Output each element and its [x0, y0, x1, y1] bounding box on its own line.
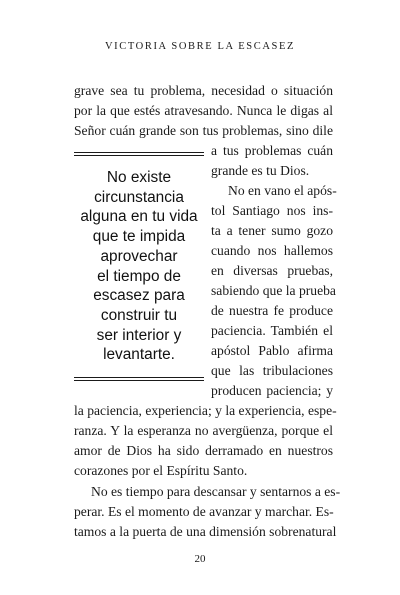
pull-quote-line: escasez para	[93, 287, 185, 305]
body-line: grave sea tu problema, necesidad o situación	[74, 83, 333, 98]
body-line: grande es tu Dios.	[211, 163, 310, 178]
body-line: tol Santiago nos ins-	[211, 203, 333, 218]
page-number: 20	[194, 553, 206, 565]
body-line: sabiendo que la prueba	[211, 283, 336, 298]
body-line: que las tribulaciones	[211, 363, 333, 378]
body-line: perar. Es el momento de avanzar y marchar. Es-	[74, 504, 334, 519]
body-line: tamos a la puerta de una dimensión sobrenatural	[74, 524, 337, 539]
pull-quote-line: construir tu	[100, 306, 178, 324]
body-line: ta a tener sumo gozo	[211, 223, 333, 238]
pull-quote-line: aprovechar	[100, 247, 178, 265]
pull-quote	[74, 168, 204, 365]
pull-quote-line: levantarte.	[103, 346, 175, 364]
pull-quote-bottom-rule	[74, 377, 204, 381]
body-line: en diversas pruebas,	[211, 263, 333, 278]
body-line: No en vano el após-	[228, 183, 337, 198]
body-line: por la que estés atravesando. Nunca le digas al	[74, 103, 333, 118]
body-line: ranza. Y la esperanza no avergüenza, porque el	[74, 423, 333, 438]
body-line: amor de Dios ha sido derramado en nuestros	[74, 443, 333, 458]
pull-quote-line: que te impida	[92, 228, 186, 246]
body-line: Señor cuán grande son tus problemas, sino dile	[74, 123, 333, 138]
body-line: cuando nos hallemos	[211, 243, 333, 258]
pull-quote-line: No existe	[106, 169, 172, 186]
body-line: de nuestra fe produce	[211, 303, 333, 318]
body-line: No es tiempo para descansar y sentarnos a es-	[91, 484, 341, 499]
body-line: producen paciencia; y	[211, 383, 333, 398]
pull-quote-line: el tiempo de	[97, 267, 181, 285]
body-line: apóstol Pablo afirma	[211, 343, 333, 358]
body-line: a tus problemas cuán	[211, 143, 333, 158]
pull-quote-line: alguna en tu vida	[80, 208, 198, 226]
pull-quote-top-rule	[74, 152, 204, 156]
body-line: paciencia. También el	[211, 323, 333, 338]
running-head: VICTORIA SOBRE LA ESCASEZ	[104, 41, 296, 52]
body-line: la paciencia, experiencia; y la experiencia, espe-	[74, 403, 337, 418]
pull-quote-line: circunstancia	[94, 188, 184, 206]
body-line: corazones por el Espíritu Santo.	[74, 463, 248, 478]
pull-quote-line: ser interior y	[96, 326, 182, 344]
